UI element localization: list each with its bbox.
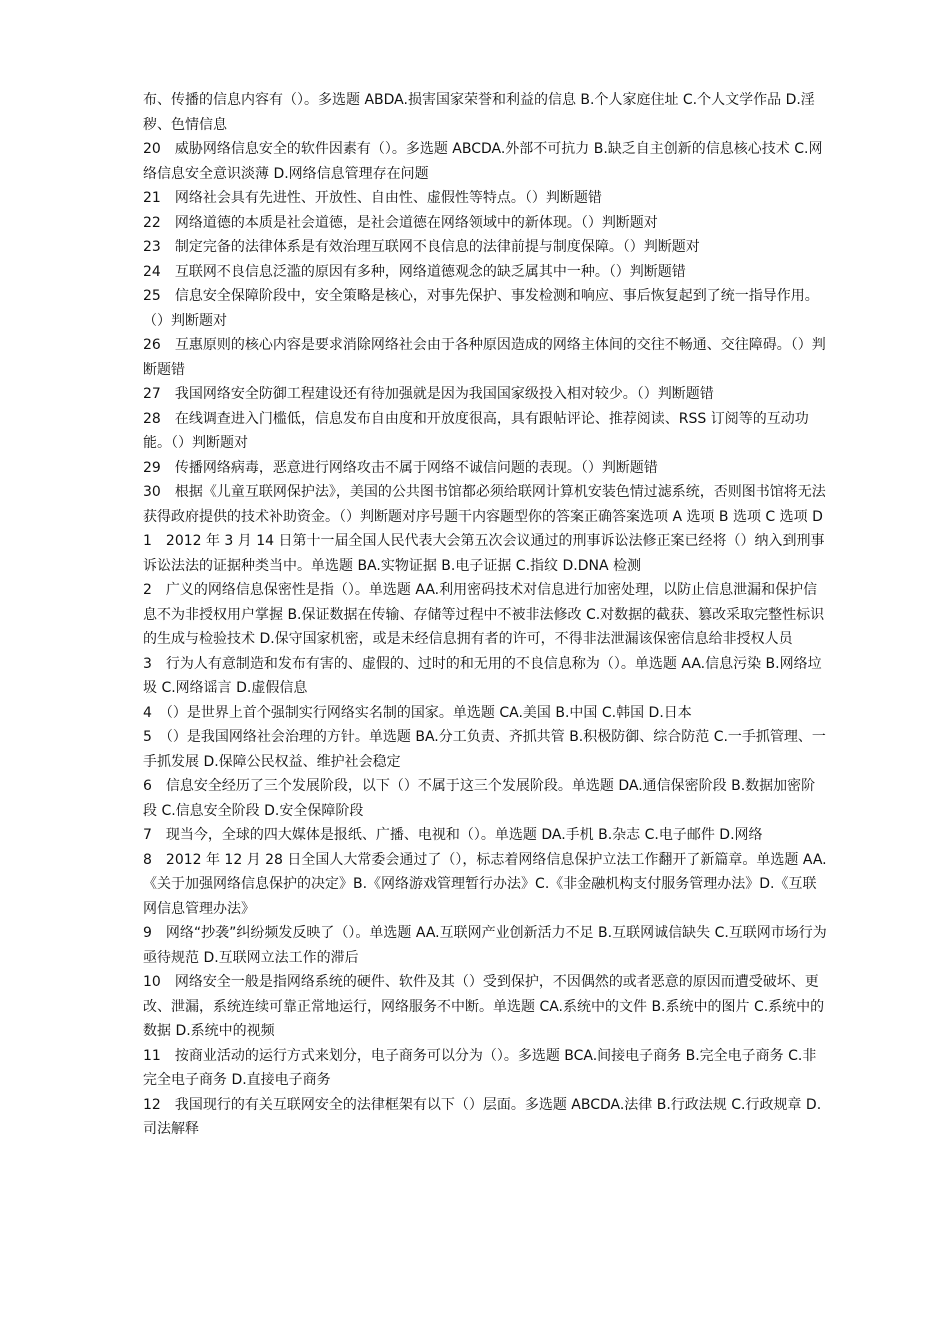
question-1: 1 2012 年 3 月 14 日第十一届全国人民代表大会第五次会议通过的刑事诉讼法修正案已经将（）纳入到刑事诉讼法法的证据种类当中。单选题 BA.实物证据 B.电子证据 C.指纹 D.DNA 检测 bbox=[143, 533, 825, 574]
question-20: 20 威胁网络信息安全的软件因素有（）。多选题 ABCDA.外部不可抗力 B.缺乏自主创新的信息核心技术 C.网络信息安全意识淡薄 D.网络信息管理存在问题 bbox=[143, 141, 823, 182]
question-29: 29 传播网络病毒，恶意进行网络攻击不属于网络不诚信问题的表现。（）判断题错 bbox=[143, 459, 658, 476]
question-22: 22 网络道德的本质是社会道德，是社会道德在网络领域中的新体现。（）判断题对 bbox=[143, 214, 658, 231]
question-5: 5 （）是我国网络社会治理的方针。单选题 BA.分工负责、齐抓共管 B.积极防御、综合防范 C.一手抓管理、一手抓发展 D.保障公民权益、维护社会稳定 bbox=[143, 729, 826, 770]
question-4: 4 （）是世界上首个强制实行网络实名制的国家。单选题 CA.美国 B.中国 C.韩国 D.日本 bbox=[143, 704, 692, 721]
question-26: 26 互惠原则的核心内容是要求消除网络社会由于各种原因造成的网络主体间的交往不畅通、交往障碍。（）判断题错 bbox=[143, 337, 826, 378]
question-10: 10 网络安全一般是指网络系统的硬件、软件及其（）受到保护，不因偶然的或者恶意的原因而遭受破坏、更改、泄漏，系统连续可靠正常地运行，网络服务不中断。单选题 CA.系统中的文件 B.系统中的图片 C.系统中的数据 D.系统中的视频 bbox=[143, 974, 825, 1039]
question-8: 8 2012 年 12 月 28 日全国人大常委会通过了（），标志着网络信息保护立法工作翻开了新篇章。单选题 AA.《关于加强网络信息保护的决定》B.《网络游戏管理暂行办法》C.《非金融机构支付服务管理办法》D.《互联网信息管理办法》 bbox=[143, 851, 827, 917]
question-23: 23 制定完备的法律体系是有效治理互联网不良信息的法律前提与制度保障。（）判断题对 bbox=[143, 239, 700, 255]
question-7: 7 现当今，全球的四大媒体是报纸、广播、电视和（）。单选题 DA.手机 B.杂志 C.电子邮件 D.网络 bbox=[143, 827, 763, 843]
question-3: 3 行为人有意制造和发布有害的、虚假的、过时的和无用的不良信息称为（）。单选题 AA.信息污染 B.网络垃圾 C.网络谣言 D.虚假信息 bbox=[143, 655, 822, 696]
question-12: 12 我国现行的有关互联网安全的法律框架有以下（）层面。多选题 ABCDA.法律 B.行政法规 C.行政规章 D.司法解释 bbox=[143, 1096, 822, 1137]
question-2: 2 广义的网络信息保密性是指（）。单选题 AA.利用密码技术对信息进行加密处理，以防止信息泄漏和保护信息不为非授权用户掌握 B.保证数据在传输、存储等过程中不被非法修改 C.对数据的截获、篡改采取完整性标识的生成与检验技术 D.保守国家机密，或是未经信息拥有者的许可，不得非法泄漏该保密信息给非授权人员 bbox=[143, 582, 825, 647]
question-27: 27 我国网络安全防御工程建设还有待加强就是因为我国国家级投入相对较少。（）判断题错 bbox=[143, 386, 714, 402]
question-28: 28 在线调查进入门槛低，信息发布自由度和开放度很高，具有跟帖评论、推荐阅读、RSS 订阅等的互动功能。（）判断题对 bbox=[143, 410, 809, 451]
question-9: 9 网络“抄袭”纠纷频发反映了（）。单选题 AA.互联网产业创新活力不足 B.互联网诚信缺失 C.互联网市场行为亟待规范 D.互联网立法工作的滞后 bbox=[143, 925, 827, 966]
question-19-continued: 布、传播的信息内容有（）。多选题 ABDA.损害国家荣誉和利益的信息 B.个人家庭住址 C.个人文学作品 D.淫秽、色情信息 bbox=[143, 92, 815, 133]
question-24: 24 互联网不良信息泛滥的原因有多种，网络道德观念的缺乏属其中一种。（）判断题错 bbox=[143, 263, 686, 280]
question-25: 25 信息安全保障阶段中，安全策略是核心，对事先保护、事发检测和响应、事后恢复起到了统一指导作用。（）判断题对 bbox=[143, 288, 819, 329]
question-30: 30 根据《儿童互联网保护法》，美国的公共图书馆都必须给联网计算机安装色情过滤系统，否则图书馆将无法获得政府提供的技术补助资金。（）判断题对序号题干内容题型你的答案正确答案选项 A 选项 B 选项 C 选项 D bbox=[143, 484, 826, 525]
question-6: 6 信息安全经历了三个发展阶段，以下（）不属于这三个发展阶段。单选题 DA.通信保密阶段 B.数据加密阶段 C.信息安全阶段 D.安全保障阶段 bbox=[143, 778, 816, 819]
question-11: 11 按商业活动的运行方式来划分，电子商务可以分为（）。多选题 BCA.间接电子商务 B.完全电子商务 C.非完全电子商务 D.直接电子商务 bbox=[143, 1047, 817, 1088]
document-page bbox=[143, 88, 827, 1142]
question-21: 21 网络社会具有先进性、开放性、自由性、虚假性等特点。（）判断题错 bbox=[143, 190, 602, 206]
